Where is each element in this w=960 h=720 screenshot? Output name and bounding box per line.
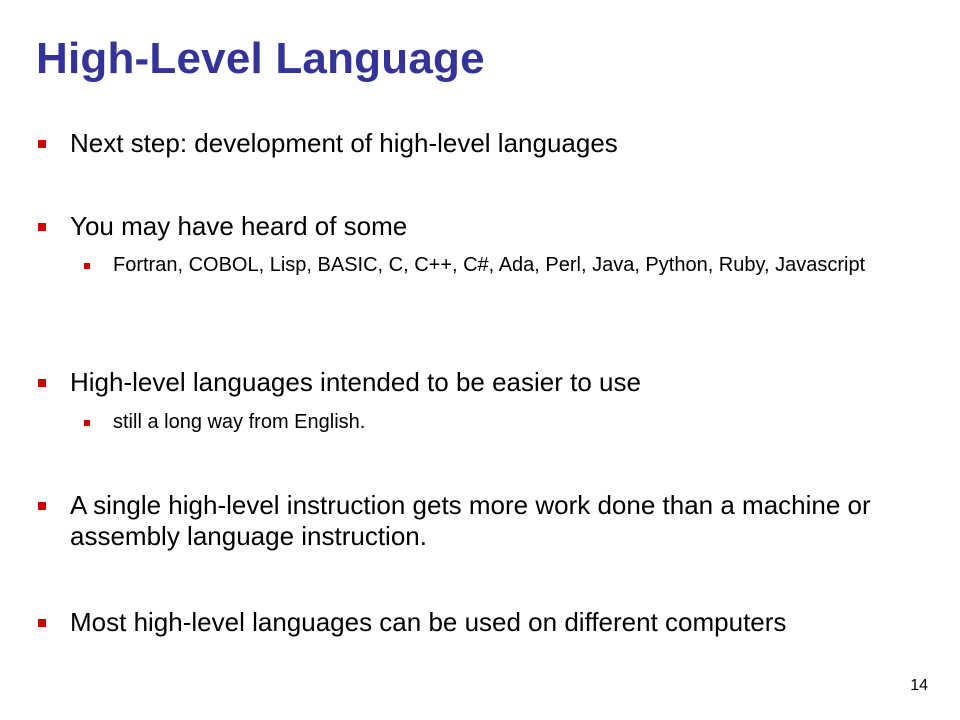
bullet-square-icon [84, 420, 90, 426]
bullet-text: Next step: development of high-level languages [70, 128, 618, 158]
bullet-text: High-level languages intended to be easier to use [70, 367, 641, 397]
bullet-square-icon [38, 140, 46, 148]
bullet-square-icon [38, 619, 46, 627]
bullet-text: Fortran, COBOL, Lisp, BASIC, C, C++, C#, Ada, Perl, Java, Python, Ruby, Javascript [113, 254, 866, 276]
bullet-text: Most high-level languages can be used on different computers [70, 607, 787, 637]
bullet-text: still a long way from English. [113, 411, 366, 433]
bullet-square-icon [84, 263, 90, 269]
bullet-square-icon [38, 223, 46, 231]
page-number: 14 [910, 677, 928, 694]
bullet-square-icon [38, 379, 46, 387]
bullet-text: A single high-level instruction gets more work done than a machine or assembly language instruction. [70, 490, 871, 551]
bullet-text: You may have heard of some [70, 211, 408, 241]
bullet-square-icon [38, 502, 46, 510]
slide-title: High-Level Language [36, 34, 485, 83]
